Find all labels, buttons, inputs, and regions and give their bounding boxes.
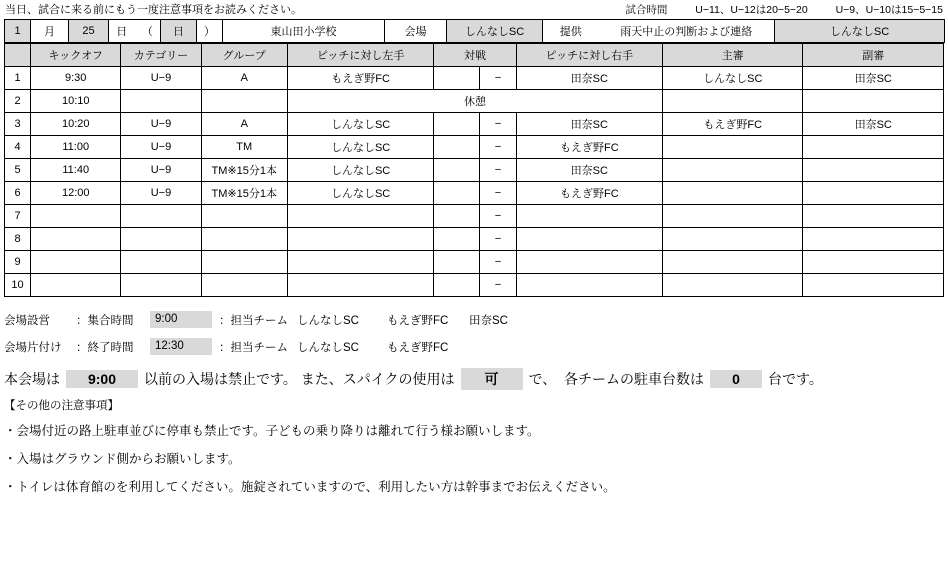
rule-main-line xyxy=(4,367,944,391)
cleanup-label: 会場片付け xyxy=(4,341,62,354)
row-assistant: 田奈SC xyxy=(803,67,944,90)
row-category xyxy=(121,251,201,274)
row-assistant xyxy=(803,159,944,182)
match-time-info xyxy=(625,3,943,17)
setup-team-3: 田奈SC xyxy=(469,314,508,327)
setup-team-1: しんなしSC xyxy=(297,314,359,327)
operations-block xyxy=(4,309,944,357)
row-kickoff xyxy=(31,228,121,251)
provide-label: 提供 xyxy=(543,20,599,43)
month-label: 月 xyxy=(31,20,69,43)
row-group: TM※15分1本 xyxy=(201,159,287,182)
row-no: 4 xyxy=(5,136,31,159)
row-referee xyxy=(663,90,803,113)
note-item: ・入場はグラウンド側からお願いします。 xyxy=(4,452,241,466)
row-versus: − xyxy=(480,251,516,274)
note-item: ・会場付近の路上駐車並びに停車も禁止です。子どもの乗り降りは離れて行う様お願いします。 xyxy=(4,424,540,438)
cleanup-row xyxy=(4,336,944,357)
row-referee: もえぎ野FC xyxy=(663,113,803,136)
row-no: 7 xyxy=(5,205,31,228)
venue-label: 会場 xyxy=(385,20,447,43)
row-referee xyxy=(663,251,803,274)
row-kickoff xyxy=(31,274,121,297)
col-kickoff: キックオフ xyxy=(31,44,121,67)
table-row xyxy=(5,136,944,159)
table-row xyxy=(5,251,944,274)
row-group xyxy=(201,90,287,113)
row-score-left xyxy=(434,136,480,159)
col-no xyxy=(5,44,31,67)
notice-text: 当日、試合に来る前にもう一度注意事項をお読みください。 xyxy=(5,4,302,16)
row-right-team: 田奈SC xyxy=(516,113,662,136)
rule-text-5: 各チームの駐車台数は xyxy=(564,371,705,387)
row-left-team xyxy=(287,251,433,274)
table-row xyxy=(5,159,944,182)
sheet-no: 1 xyxy=(5,20,31,43)
row-right-team: もえぎ野FC xyxy=(516,182,662,205)
entry-time-value: 9:00 xyxy=(66,370,138,388)
row-rest-label: 休憩 xyxy=(287,90,662,113)
rain-cancel-label: 雨天中止の判断および連絡 xyxy=(599,20,775,43)
table-row xyxy=(5,113,944,136)
row-group xyxy=(201,205,287,228)
day-value: 25 xyxy=(69,20,109,43)
row-versus: − xyxy=(480,136,516,159)
col-group: グループ xyxy=(201,44,287,67)
row-kickoff: 12:00 xyxy=(31,182,121,205)
row-versus: − xyxy=(480,113,516,136)
row-versus: − xyxy=(480,159,516,182)
row-group xyxy=(201,274,287,297)
row-category: U−9 xyxy=(121,67,201,90)
row-assistant xyxy=(803,136,944,159)
row-no: 2 xyxy=(5,90,31,113)
parking-count-value: 0 xyxy=(710,370,762,388)
row-assistant xyxy=(803,274,944,297)
row-referee xyxy=(663,228,803,251)
row-kickoff xyxy=(31,251,121,274)
cleanup-team-2: もえぎ野FC xyxy=(387,341,449,354)
row-score-left xyxy=(434,228,480,251)
row-assistant xyxy=(803,205,944,228)
table-row xyxy=(5,182,944,205)
match-time-label: 試合時間 xyxy=(625,4,668,16)
cleanup-team-label: ：担当チーム xyxy=(219,341,288,354)
row-right-team xyxy=(516,251,662,274)
col-assistant: 副審 xyxy=(803,44,944,67)
weekday-value: 日 xyxy=(161,20,197,43)
row-score-left xyxy=(434,205,480,228)
rule-text-6: 台です。 xyxy=(768,371,823,387)
rule-text-1: 本会場は xyxy=(4,371,60,387)
row-referee xyxy=(663,136,803,159)
rule-text-2: 以前の入場は禁止です。 xyxy=(144,371,297,387)
match-time-u11-u12: U−11、U−12は20−5−20 xyxy=(695,4,808,16)
row-right-team: 田奈SC xyxy=(516,67,662,90)
row-category: U−9 xyxy=(121,136,201,159)
col-left-side: ピッチに対し左手 xyxy=(287,44,433,67)
row-versus: − xyxy=(480,274,516,297)
row-right-team: もえぎ野FC xyxy=(516,136,662,159)
row-assistant xyxy=(803,251,944,274)
cleanup-time-label: ：終了時間 xyxy=(76,341,134,354)
row-referee: しんなしSC xyxy=(663,67,803,90)
row-left-team: もえぎ野FC xyxy=(287,67,433,90)
table-row xyxy=(5,274,944,297)
row-left-team xyxy=(287,274,433,297)
row-kickoff: 10:20 xyxy=(31,113,121,136)
rules-block xyxy=(4,367,944,497)
header-table xyxy=(4,19,945,43)
row-category xyxy=(121,205,201,228)
header-row xyxy=(5,20,945,43)
row-right-team xyxy=(516,274,662,297)
row-score-left xyxy=(434,182,480,205)
row-kickoff: 11:40 xyxy=(31,159,121,182)
row-no: 9 xyxy=(5,251,31,274)
row-referee xyxy=(663,274,803,297)
row-category xyxy=(121,90,201,113)
row-versus: − xyxy=(480,228,516,251)
row-left-team: しんなしSC xyxy=(287,136,433,159)
venue-team: しんなしSC xyxy=(447,20,543,43)
row-right-team: 田奈SC xyxy=(516,159,662,182)
table-row xyxy=(5,205,944,228)
row-kickoff: 11:00 xyxy=(31,136,121,159)
setup-label: 会場設営 xyxy=(4,314,50,327)
row-group: TM※15分1本 xyxy=(201,182,287,205)
row-category: U−9 xyxy=(121,113,201,136)
row-kickoff: 10:10 xyxy=(31,90,121,113)
row-versus: − xyxy=(480,67,516,90)
row-versus: − xyxy=(480,182,516,205)
row-no: 3 xyxy=(5,113,31,136)
cleanup-time-value: 12:30 xyxy=(150,338,212,355)
row-referee xyxy=(663,159,803,182)
row-referee xyxy=(663,205,803,228)
row-no: 8 xyxy=(5,228,31,251)
row-right-team xyxy=(516,205,662,228)
rule-text-3: また、スパイクの使用は xyxy=(300,371,455,387)
row-category: U−9 xyxy=(121,159,201,182)
row-group xyxy=(201,228,287,251)
row-versus: − xyxy=(480,205,516,228)
row-left-team: しんなしSC xyxy=(287,159,433,182)
row-kickoff xyxy=(31,205,121,228)
column-header-row xyxy=(5,44,944,67)
row-right-team xyxy=(516,228,662,251)
note-item: ・トイレは体育館のを利用してください。施錠されていますので、利用したい方は幹事までお伝えください。 xyxy=(4,480,616,494)
row-category xyxy=(121,274,201,297)
row-assistant xyxy=(803,182,944,205)
row-left-team: しんなしSC xyxy=(287,113,433,136)
rain-cancel-team: しんなしSC xyxy=(775,20,945,43)
table-row-rest xyxy=(5,90,944,113)
top-notice-bar xyxy=(4,2,944,19)
setup-time-value: 9:00 xyxy=(150,311,212,328)
row-no: 1 xyxy=(5,67,31,90)
row-assistant xyxy=(803,90,944,113)
row-assistant xyxy=(803,228,944,251)
col-referee: 主審 xyxy=(663,44,803,67)
row-left-team: しんなしSC xyxy=(287,182,433,205)
row-score-left xyxy=(434,113,480,136)
row-assistant: 田奈SC xyxy=(803,113,944,136)
row-score-left xyxy=(434,159,480,182)
cleanup-team-1: しんなしSC xyxy=(297,341,359,354)
setup-time-label: ：集合時間 xyxy=(76,314,134,327)
setup-team-label: ：担当チーム xyxy=(219,314,288,327)
match-time-u9-u10: U−9、U−10は15−5−15 xyxy=(835,4,943,16)
spike-allowed-value: 可 xyxy=(461,368,523,390)
setup-row xyxy=(4,309,944,330)
col-category: カテゴリー xyxy=(121,44,201,67)
row-kickoff: 9:30 xyxy=(31,67,121,90)
row-referee xyxy=(663,182,803,205)
paren-close: ） xyxy=(197,20,223,43)
row-score-left xyxy=(434,251,480,274)
schedule-table xyxy=(4,43,944,297)
row-left-team xyxy=(287,228,433,251)
table-row xyxy=(5,67,944,90)
col-right-side: ピッチに対し右手 xyxy=(516,44,662,67)
other-notes-heading: 【その他の注意事項】 xyxy=(4,400,119,412)
row-no: 6 xyxy=(5,182,31,205)
col-versus: 対戦 xyxy=(434,44,516,67)
table-row xyxy=(5,228,944,251)
rule-text-4: で、 xyxy=(528,371,557,387)
row-group: A xyxy=(201,67,287,90)
day-label: 日 xyxy=(109,20,135,43)
row-group: A xyxy=(201,113,287,136)
row-group xyxy=(201,251,287,274)
row-score-left xyxy=(434,274,480,297)
row-category: U−9 xyxy=(121,182,201,205)
row-no: 5 xyxy=(5,159,31,182)
row-no: 10 xyxy=(5,274,31,297)
row-group: TM xyxy=(201,136,287,159)
paren-open: （ xyxy=(135,20,161,43)
setup-team-2: もえぎ野FC xyxy=(387,314,449,327)
row-category xyxy=(121,228,201,251)
row-left-team xyxy=(287,205,433,228)
row-score-left xyxy=(434,67,480,90)
venue-name: 東山田小学校 xyxy=(223,20,385,43)
